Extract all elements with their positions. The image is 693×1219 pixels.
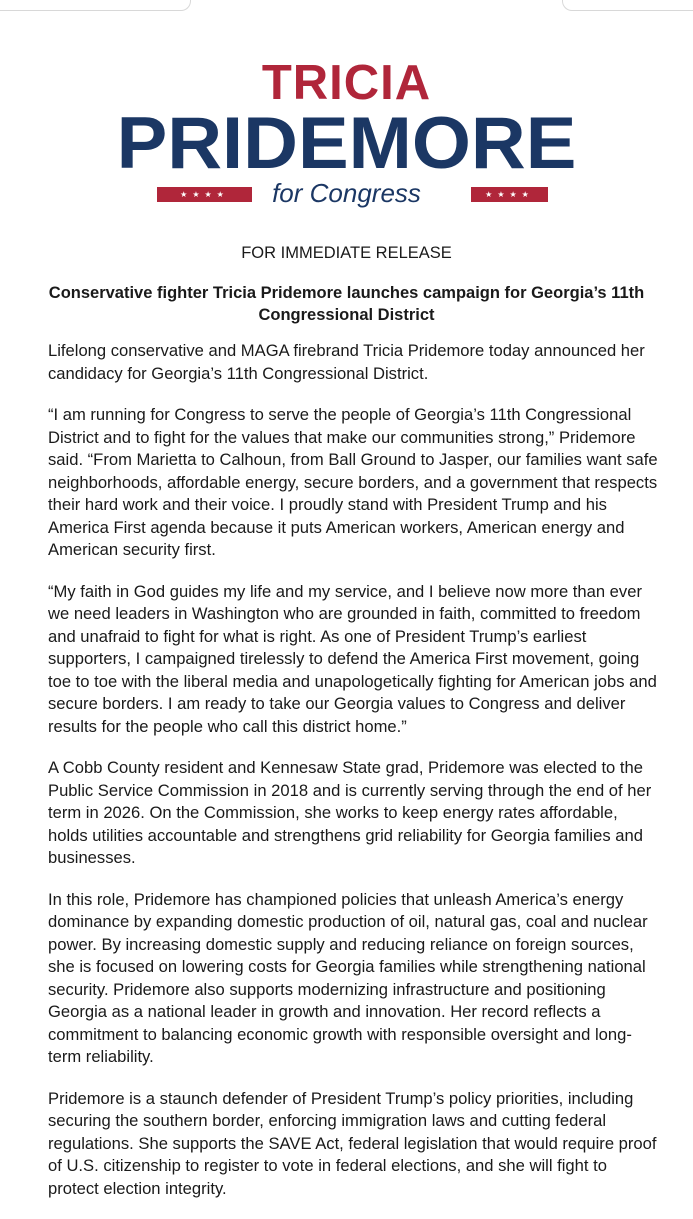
paragraph: “My faith in God guides my life and my service, and I believe now more than ever we need leaders in Washington who are grounded in faith, committed to freedom and unafraid to fight for what is right. As one of President Trump’s earliest supporters, I campaigned tirelessly to defend the America First movement, going toe to toe with the liberal media and unapologetically fighting for American jobs and secure borders. I am ready to take our Georgia values to Congress and deliver results for the people who call this district home.” xyxy=(48,581,657,736)
release-label: FOR IMMEDIATE RELEASE xyxy=(241,244,452,262)
top-frame-right xyxy=(562,0,693,11)
logo-stars-right: ★★★★ xyxy=(471,187,548,202)
top-frame-left xyxy=(0,0,191,11)
paragraph: Pridemore is a staunch defender of President Trump’s policy priorities, including securing the southern border, enforcing immigration laws and cutting federal regulations. She supports the SAVE Act, federal legislation that would require proof of U.S. citizenship to register to vote in federal elections, and she will fight to protect election integrity. xyxy=(48,1088,657,1198)
press-release-body xyxy=(48,340,660,1219)
paragraph: In this role, Pridemore has championed policies that unleash America’s energy dominance by expanding domestic production of oil, natural gas, coal and nuclear power. By increasing domestic supply and reducing reliance on foreign sources, she is focused on lowering costs for Georgia families while strengthening national security. Pridemore also supports modernizing infrastructure and positioning Georgia as a national leader in growth and innovation. Her record reflects a commitment to balancing economic growth with responsible oversight and long-term reliability. xyxy=(48,889,648,1066)
press-release-headline: Conservative fighter Tricia Pridemore launches campaign for Georgia’s 11th Congressional District xyxy=(48,284,645,324)
logo-tagline: for Congress xyxy=(272,178,421,208)
logo-first-name: TRICIA xyxy=(261,56,432,110)
paragraph: “I am running for Congress to serve the people of Georgia’s 11th Congressional District and to fight for the values that make our communities strong,” Pridemore said. “From Marietta to Calhoun, from Ball Ground to Jasper, our families want safe neighborhoods, affordable energy, secure borders, and a government that respects their hard work and their voice. I proudly stand with President Trump and his America First agenda because it puts American workers, American energy and American security first. xyxy=(48,405,658,559)
logo-stars-left: ★★★★ xyxy=(157,187,252,202)
campaign-logo xyxy=(0,56,693,184)
logo-last-name: PRIDEMORE xyxy=(116,103,577,184)
paragraph: A Cobb County resident and Kennesaw State grad, Pridemore was elected to the Public Service Commission in 2018 and is currently serving through the end of her term in 2026. On the Commission, she works to keep energy rates affordable, holds utilities accountable and strengthens grid reliability for Georgia families and businesses. xyxy=(48,758,652,867)
paragraph: Lifelong conservative and MAGA firebrand Tricia Pridemore today announced her candidacy for Georgia’s 11th Congressional District. xyxy=(48,341,645,383)
